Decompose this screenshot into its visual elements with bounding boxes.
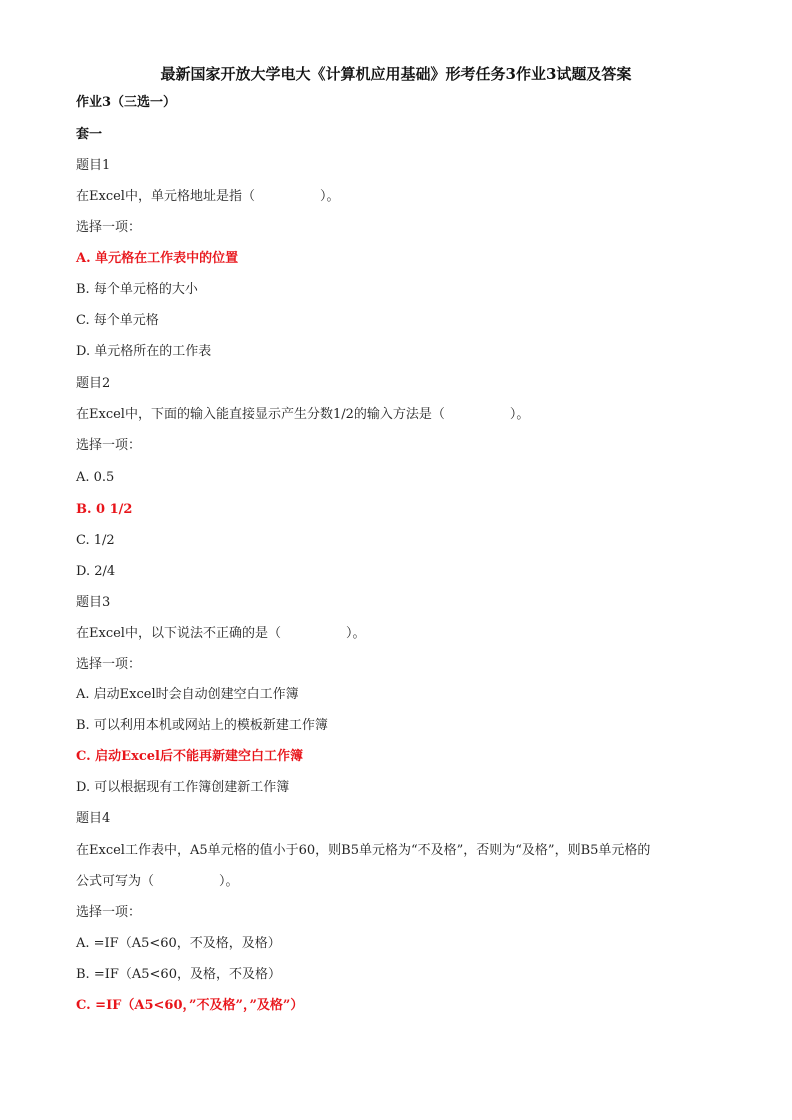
question-label: 题目4 [76,811,111,826]
option-correct: C. =IF（A5<60，”不及格”，”及格”） [76,998,304,1013]
question-stem-continued: 公式可写为（ ）。 [76,874,239,889]
section-heading: 作业3（三选一） [76,95,177,110]
question-label: 题目1 [76,158,111,173]
option-correct: B. 0 1/2 [76,502,133,517]
option: D. 单元格所在的工作表 [76,344,212,359]
option-correct: A. 单元格在工作表中的位置 [76,251,239,266]
option: C. 1/2 [76,533,115,548]
option: D. 可以根据现有工作簿创建新工作簿 [76,780,290,795]
option: A. 0.5 [76,470,115,485]
option-correct: C. 启动Excel后不能再新建空白工作簿 [76,749,303,764]
document-title: 最新国家开放大学电大《计算机应用基础》形考任务3作业3试题及答案 [160,65,632,83]
option: C. 每个单元格 [76,313,159,328]
choice-prompt: 选择一项： [76,220,142,235]
choice-prompt: 选择一项： [76,438,142,453]
option: D. 2/4 [76,564,116,579]
option: A. =IF（A5<60，不及格，及格） [76,936,281,951]
option: B. 可以利用本机或网站上的模板新建工作簿 [76,718,328,733]
question-stem: 在Excel工作表中，A5单元格的值小于60，则B5单元格为“不及格”，否则为“及格”，则B5单元格的 [76,843,651,858]
question-stem: 在Excel中，下面的输入能直接显示产生分数1/2的输入方法是（ ）。 [76,407,530,422]
choice-prompt: 选择一项： [76,657,142,672]
question-stem: 在Excel中，以下说法不正确的是（ ）。 [76,626,366,641]
question-label: 题目3 [76,595,111,610]
option: B. =IF（A5<60，及格，不及格） [76,967,281,982]
option: B. 每个单元格的大小 [76,282,198,297]
question-label: 题目2 [76,376,111,391]
set-heading: 套一 [76,127,103,142]
option: A. 启动Excel时会自动创建空白工作簿 [76,687,299,702]
choice-prompt: 选择一项： [76,905,142,920]
question-stem: 在Excel中，单元格地址是指（ ）。 [76,189,340,204]
